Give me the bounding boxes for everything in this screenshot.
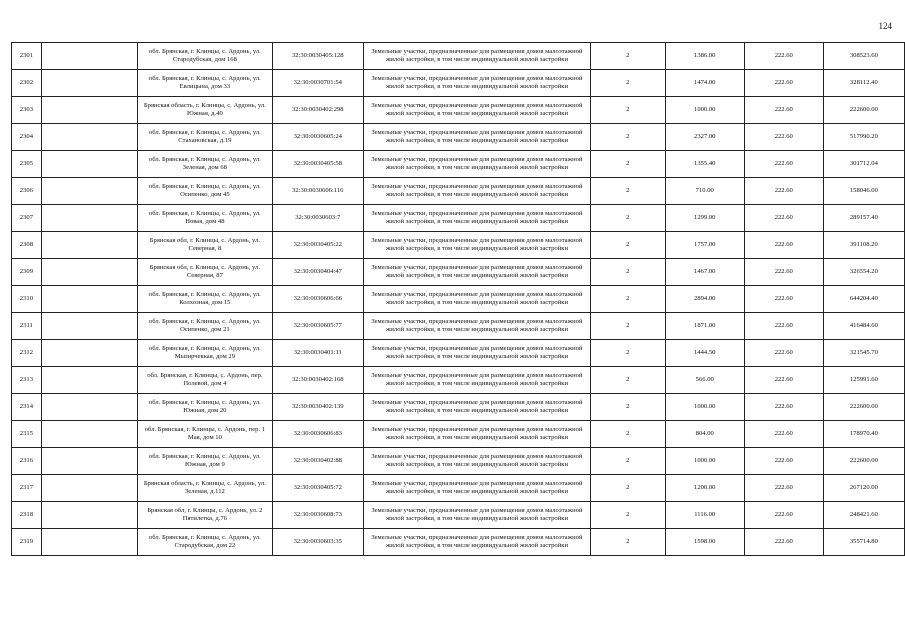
rate-cell: 222.60 xyxy=(744,421,823,448)
cadastral-number-cell: 32:30:0030402:168 xyxy=(272,367,363,394)
row-number-cell: 2309 xyxy=(12,259,42,286)
table-row xyxy=(12,151,905,178)
cadastral-number-cell: 32:30:0030603:7 xyxy=(272,205,363,232)
cadastral-number-cell: 32:30:0030606:83 xyxy=(272,421,363,448)
cadastral-number-cell: 32:30:0030405:22 xyxy=(272,232,363,259)
address-cell: обл. Брянская, г. Клинцы, с. Ардонь, пер. Полевой, дом 4 xyxy=(138,367,272,394)
cadastral-value-cell: 178970.40 xyxy=(823,421,904,448)
cadastral-number-cell: 32:30:0030401:11 xyxy=(272,340,363,367)
rate-cell: 222.60 xyxy=(744,70,823,97)
empty-cell xyxy=(41,124,137,151)
land-use-cell: Земельные участки, предназначенные для размещения домов малоэтажной жилой застройки, в том числе индивидуальной жилой застройки xyxy=(363,97,590,124)
category-cell: 2 xyxy=(590,151,665,178)
category-cell: 2 xyxy=(590,286,665,313)
cadastral-value-cell: 289157.40 xyxy=(823,205,904,232)
rate-cell: 222.60 xyxy=(744,205,823,232)
cadastral-number-cell: 32:30:0030402:139 xyxy=(272,394,363,421)
rate-cell: 222.60 xyxy=(744,529,823,556)
rate-cell: 222.60 xyxy=(744,448,823,475)
cadastral-value-cell: 248421.60 xyxy=(823,502,904,529)
table-row xyxy=(12,394,905,421)
table-row xyxy=(12,259,905,286)
cadastral-value-cell: 517990.20 xyxy=(823,124,904,151)
table-row xyxy=(12,70,905,97)
cadastral-number-cell: 32:30:0030605:77 xyxy=(272,313,363,340)
empty-cell xyxy=(41,70,137,97)
category-cell: 2 xyxy=(590,97,665,124)
land-use-cell: Земельные участки, предназначенные для размещения домов малоэтажной жилой застройки, в том числе индивидуальной жилой застройки xyxy=(363,232,590,259)
area-cell: 1467.00 xyxy=(665,259,744,286)
empty-cell xyxy=(41,475,137,502)
rate-cell: 222.60 xyxy=(744,367,823,394)
table-row xyxy=(12,529,905,556)
empty-cell xyxy=(41,448,137,475)
empty-cell xyxy=(41,43,137,70)
area-cell: 1000.00 xyxy=(665,97,744,124)
area-cell: 710.00 xyxy=(665,178,744,205)
address-cell: обл. Брянская, г. Клинцы, с. Ардонь, ул. Осипенко, дом 21 xyxy=(138,313,272,340)
table-row xyxy=(12,205,905,232)
cadastral-value-cell: 416484.60 xyxy=(823,313,904,340)
address-cell: обл. Брянская, г. Клинцы, с. Ардонь, ул. Стародубская, дом 168 xyxy=(138,43,272,70)
cadastral-number-cell: 32:30:0030606:116 xyxy=(272,178,363,205)
area-cell: 1299.00 xyxy=(665,205,744,232)
rate-cell: 222.60 xyxy=(744,286,823,313)
cadastral-value-cell: 328112.40 xyxy=(823,70,904,97)
table-row xyxy=(12,367,905,394)
table-row xyxy=(12,97,905,124)
address-cell: обл. Брянская, г. Клинцы, с. Ардонь, ул. Новая, дом 48 xyxy=(138,205,272,232)
address-cell: Брянская обл, г. Клинцы, с. Ардонь, ул. 2 Пятилетка, д.76 xyxy=(138,502,272,529)
address-cell: обл. Брянская, г. Клинцы, с. Ардонь, ул. Зеленая, дом 68 xyxy=(138,151,272,178)
cadastral-number-cell: 32:30:0030608:73 xyxy=(272,502,363,529)
category-cell: 2 xyxy=(590,43,665,70)
cadastral-number-cell: 32:30:0030404:47 xyxy=(272,259,363,286)
land-use-cell: Земельные участки, предназначенные для размещения домов малоэтажной жилой застройки, в том числе индивидуальной жилой застройки xyxy=(363,448,590,475)
category-cell: 2 xyxy=(590,313,665,340)
land-use-cell: Земельные участки, предназначенные для размещения домов малоэтажной жилой застройки, в том числе индивидуальной жилой застройки xyxy=(363,286,590,313)
address-cell: обл. Брянская, г. Клинцы, с. Ардонь, ул. Южная, дом 20 xyxy=(138,394,272,421)
cadastral-value-cell: 321545.70 xyxy=(823,340,904,367)
land-use-cell: Земельные участки, предназначенные для размещения домов малоэтажной жилой застройки, в том числе индивидуальной жилой застройки xyxy=(363,367,590,394)
row-number-cell: 2313 xyxy=(12,367,42,394)
row-number-cell: 2319 xyxy=(12,529,42,556)
land-use-cell: Земельные участки, предназначенные для размещения домов малоэтажной жилой застройки, в том числе индивидуальной жилой застройки xyxy=(363,178,590,205)
rate-cell: 222.60 xyxy=(744,97,823,124)
category-cell: 2 xyxy=(590,421,665,448)
area-cell: 1000.00 xyxy=(665,394,744,421)
area-cell: 2327.00 xyxy=(665,124,744,151)
cadastral-number-cell: 32:30:0030402:88 xyxy=(272,448,363,475)
row-number-cell: 2311 xyxy=(12,313,42,340)
cadastral-number-cell: 32:30:0030606:66 xyxy=(272,286,363,313)
row-number-cell: 2305 xyxy=(12,151,42,178)
category-cell: 2 xyxy=(590,394,665,421)
area-cell: 2894.00 xyxy=(665,286,744,313)
table-row xyxy=(12,178,905,205)
cadastral-number-cell: 32:30:0030402:298 xyxy=(272,97,363,124)
area-cell: 1000.00 xyxy=(665,448,744,475)
empty-cell xyxy=(41,340,137,367)
table-row xyxy=(12,448,905,475)
land-use-cell: Земельные участки, предназначенные для размещения домов малоэтажной жилой застройки, в том числе индивидуальной жилой застройки xyxy=(363,43,590,70)
area-cell: 1116.00 xyxy=(665,502,744,529)
address-cell: обл. Брянская, г. Клинцы, с. Ардонь, пер. 1 Мая, дом 10 xyxy=(138,421,272,448)
area-cell: 1444.50 xyxy=(665,340,744,367)
land-use-cell: Земельные участки, предназначенные для размещения домов малоэтажной жилой застройки, в том числе индивидуальной жилой застройки xyxy=(363,475,590,502)
cadastral-value-cell: 267120.00 xyxy=(823,475,904,502)
table-row xyxy=(12,43,905,70)
address-cell: обл. Брянская, г. Клинцы, с. Ардонь, ул. Стародубская, дом 22 xyxy=(138,529,272,556)
address-cell: Брянская обл, г. Клинцы, с. Ардонь, ул. Северная, 8 xyxy=(138,232,272,259)
address-cell: обл. Брянская, г. Клинцы, с. Ардонь, ул. Южная, дом 9 xyxy=(138,448,272,475)
table-row xyxy=(12,475,905,502)
cadastral-value-cell: 158046.00 xyxy=(823,178,904,205)
empty-cell xyxy=(41,232,137,259)
empty-cell xyxy=(41,178,137,205)
row-number-cell: 2317 xyxy=(12,475,42,502)
row-number-cell: 2315 xyxy=(12,421,42,448)
empty-cell xyxy=(41,286,137,313)
address-cell: Брянская область, г. Клинцы, с. Ардонь, ул. Южная, д.40 xyxy=(138,97,272,124)
cadastral-number-cell: 32:30:0030605:24 xyxy=(272,124,363,151)
cadastral-number-cell: 32:30:0030405:72 xyxy=(272,475,363,502)
address-cell: Брянская область, г. Клинцы, с. Ардонь, ул. Зеленая, д.112 xyxy=(138,475,272,502)
area-cell: 566.00 xyxy=(665,367,744,394)
rate-cell: 222.60 xyxy=(744,151,823,178)
land-use-cell: Земельные участки, предназначенные для размещения домов малоэтажной жилой застройки, в том числе индивидуальной жилой застройки xyxy=(363,124,590,151)
empty-cell xyxy=(41,367,137,394)
land-use-cell: Земельные участки, предназначенные для размещения домов малоэтажной жилой застройки, в том числе индивидуальной жилой застройки xyxy=(363,502,590,529)
row-number-cell: 2307 xyxy=(12,205,42,232)
empty-cell xyxy=(41,502,137,529)
cadastral-number-cell: 32:30:0030405:128 xyxy=(272,43,363,70)
area-cell: 1871.00 xyxy=(665,313,744,340)
empty-cell xyxy=(41,97,137,124)
cadastral-value-cell: 222600.00 xyxy=(823,448,904,475)
empty-cell xyxy=(41,259,137,286)
row-number-cell: 2304 xyxy=(12,124,42,151)
land-use-cell: Земельные участки, предназначенные для размещения домов малоэтажной жилой застройки, в том числе индивидуальной жилой застройки xyxy=(363,259,590,286)
table-body xyxy=(12,43,905,556)
category-cell: 2 xyxy=(590,205,665,232)
cadastral-number-cell: 32:30:0030405:58 xyxy=(272,151,363,178)
rate-cell: 222.60 xyxy=(744,475,823,502)
category-cell: 2 xyxy=(590,340,665,367)
rate-cell: 222.60 xyxy=(744,313,823,340)
cadastral-value-cell: 222600.00 xyxy=(823,394,904,421)
empty-cell xyxy=(41,205,137,232)
cadastral-number-cell: 32:30:0030603:35 xyxy=(272,529,363,556)
table-row xyxy=(12,124,905,151)
address-cell: Брянская обл, г. Клинцы, с. Ардонь, ул. Северная, 87 xyxy=(138,259,272,286)
category-cell: 2 xyxy=(590,448,665,475)
area-cell: 1386.00 xyxy=(665,43,744,70)
cadastral-value-cell: 355714.80 xyxy=(823,529,904,556)
rate-cell: 222.60 xyxy=(744,259,823,286)
cadastral-value-cell: 308523.60 xyxy=(823,43,904,70)
category-cell: 2 xyxy=(590,70,665,97)
empty-cell xyxy=(41,313,137,340)
rate-cell: 222.60 xyxy=(744,232,823,259)
row-number-cell: 2318 xyxy=(12,502,42,529)
cadastral-value-cell: 326554.20 xyxy=(823,259,904,286)
row-number-cell: 2310 xyxy=(12,286,42,313)
land-use-cell: Земельные участки, предназначенные для размещения домов малоэтажной жилой застройки, в том числе индивидуальной жилой застройки xyxy=(363,529,590,556)
empty-cell xyxy=(41,151,137,178)
empty-cell xyxy=(41,421,137,448)
rate-cell: 222.60 xyxy=(744,178,823,205)
table-row xyxy=(12,313,905,340)
land-use-cell: Земельные участки, предназначенные для размещения домов малоэтажной жилой застройки, в том числе индивидуальной жилой застройки xyxy=(363,151,590,178)
rate-cell: 222.60 xyxy=(744,124,823,151)
category-cell: 2 xyxy=(590,367,665,394)
area-cell: 1598.00 xyxy=(665,529,744,556)
category-cell: 2 xyxy=(590,124,665,151)
category-cell: 2 xyxy=(590,259,665,286)
land-use-cell: Земельные участки, предназначенные для размещения домов малоэтажной жилой застройки, в том числе индивидуальной жилой застройки xyxy=(363,313,590,340)
row-number-cell: 2308 xyxy=(12,232,42,259)
table-row xyxy=(12,502,905,529)
row-number-cell: 2306 xyxy=(12,178,42,205)
area-cell: 1474.00 xyxy=(665,70,744,97)
table-row xyxy=(12,340,905,367)
address-cell: обл. Брянская, г. Клинцы, с. Ардонь, ул. Колхозная, дом 15 xyxy=(138,286,272,313)
cadastral-value-cell: 301712.04 xyxy=(823,151,904,178)
row-number-cell: 2312 xyxy=(12,340,42,367)
address-cell: обл. Брянская, г. Клинцы, с. Ардонь, ул. Осипенко, дом 45 xyxy=(138,178,272,205)
row-number-cell: 2301 xyxy=(12,43,42,70)
row-number-cell: 2314 xyxy=(12,394,42,421)
area-cell: 804.00 xyxy=(665,421,744,448)
empty-cell xyxy=(41,394,137,421)
category-cell: 2 xyxy=(590,502,665,529)
land-use-cell: Земельные участки, предназначенные для размещения домов малоэтажной жилой застройки, в том числе индивидуальной жилой застройки xyxy=(363,340,590,367)
cadastral-value-cell: 391108.20 xyxy=(823,232,904,259)
rate-cell: 222.60 xyxy=(744,394,823,421)
cadastral-value-cell: 125991.60 xyxy=(823,367,904,394)
land-use-cell: Земельные участки, предназначенные для размещения домов малоэтажной жилой застройки, в том числе индивидуальной жилой застройки xyxy=(363,421,590,448)
rate-cell: 222.60 xyxy=(744,502,823,529)
area-cell: 1355.40 xyxy=(665,151,744,178)
category-cell: 2 xyxy=(590,178,665,205)
category-cell: 2 xyxy=(590,232,665,259)
cadastral-number-cell: 32:30:0030701:54 xyxy=(272,70,363,97)
table-row xyxy=(12,232,905,259)
category-cell: 2 xyxy=(590,475,665,502)
rate-cell: 222.60 xyxy=(744,340,823,367)
land-use-cell: Земельные участки, предназначенные для размещения домов малоэтажной жилой застройки, в том числе индивидуальной жилой застройки xyxy=(363,70,590,97)
table-row xyxy=(12,286,905,313)
address-cell: обл. Брянская, г. Клинцы, с. Ардонь, ул. Стахановская, д.19 xyxy=(138,124,272,151)
page-number: 124 xyxy=(878,21,892,31)
row-number-cell: 2303 xyxy=(12,97,42,124)
address-cell: обл. Брянская, г. Клинцы, с. Ардонь, ул. Евлицына, дом 33 xyxy=(138,70,272,97)
land-use-cell: Земельные участки, предназначенные для размещения домов малоэтажной жилой застройки, в том числе индивидуальной жилой застройки xyxy=(363,205,590,232)
land-registry-table xyxy=(11,42,905,556)
empty-cell xyxy=(41,529,137,556)
table-row xyxy=(12,421,905,448)
cadastral-value-cell: 222600.00 xyxy=(823,97,904,124)
row-number-cell: 2302 xyxy=(12,70,42,97)
area-cell: 1757.00 xyxy=(665,232,744,259)
address-cell: обл. Брянская, г. Клинцы, с. Ардонь, ул. Мызирчеккая, дом 29 xyxy=(138,340,272,367)
category-cell: 2 xyxy=(590,529,665,556)
land-use-cell: Земельные участки, предназначенные для размещения домов малоэтажной жилой застройки, в том числе индивидуальной жилой застройки xyxy=(363,394,590,421)
row-number-cell: 2316 xyxy=(12,448,42,475)
cadastral-value-cell: 644204.40 xyxy=(823,286,904,313)
rate-cell: 222.60 xyxy=(744,43,823,70)
area-cell: 1200.00 xyxy=(665,475,744,502)
